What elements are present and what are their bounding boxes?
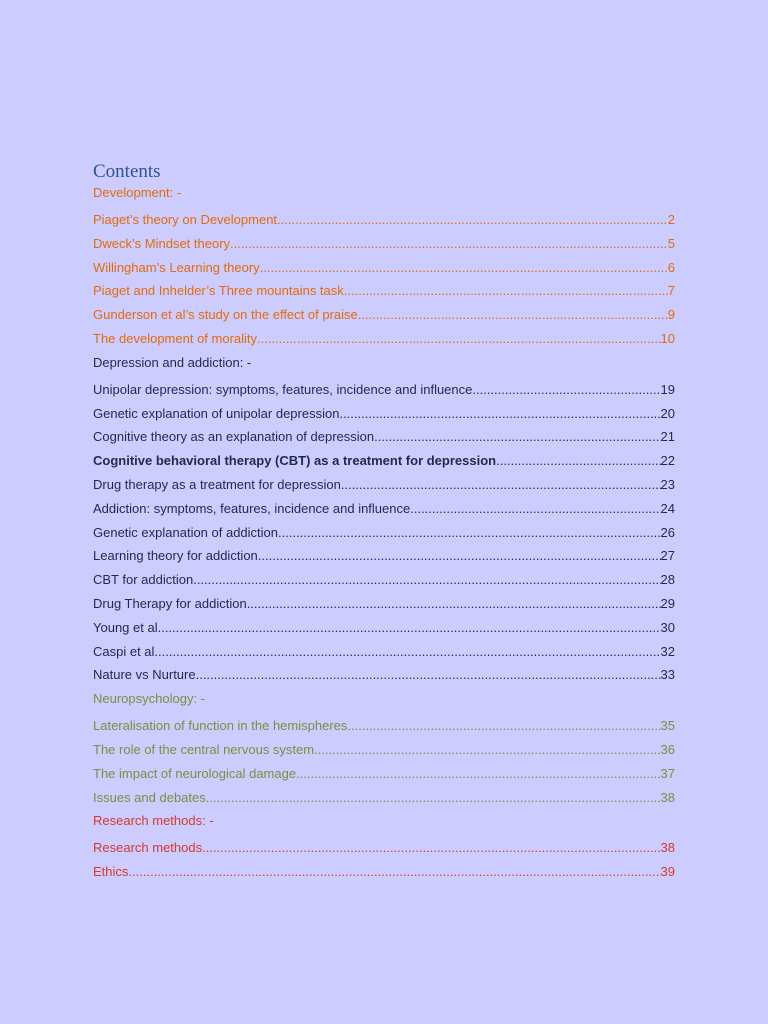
dot-leader — [341, 476, 661, 493]
toc-entry[interactable] — [93, 452, 675, 469]
dot-leader — [257, 330, 661, 347]
toc-entry-label: Genetic explanation of unipolar depression — [93, 405, 340, 421]
toc-entry[interactable] — [93, 666, 675, 683]
toc-entry-label: Lateralisation of function in the hemispheres — [93, 718, 348, 734]
toc-page-number: 9 — [667, 307, 675, 323]
toc-entry-label: The role of the central nervous system — [93, 741, 315, 757]
toc-page-number: 19 — [660, 381, 675, 397]
toc-title: Contents — [93, 161, 161, 182]
dot-leader — [230, 235, 668, 252]
dot-leader — [358, 306, 668, 323]
toc-entry-label: CBT for addiction — [93, 572, 194, 588]
dot-leader — [277, 211, 668, 228]
toc-entry-label: Gunderson et al’s study on the effect of praise — [93, 307, 358, 323]
toc-entry-label: The impact of neurological damage — [93, 765, 297, 781]
dot-leader — [193, 571, 660, 588]
toc-page-number: 38 — [660, 840, 675, 856]
toc-entry[interactable] — [93, 381, 675, 398]
toc-page-number: 28 — [660, 572, 675, 588]
dot-leader — [374, 428, 660, 445]
toc-page-number: 26 — [660, 524, 675, 540]
toc-entry[interactable] — [93, 282, 675, 299]
toc-entry[interactable] — [93, 500, 675, 517]
toc-page-number: 20 — [660, 405, 675, 421]
dot-leader — [472, 381, 660, 398]
toc-entry[interactable] — [93, 547, 675, 564]
toc-page-number: 10 — [660, 330, 675, 346]
toc-entry-label: Nature vs Nurture — [93, 667, 196, 683]
toc-entry-label: Ethics — [93, 864, 129, 880]
dot-leader — [344, 282, 668, 299]
toc-page-number: 23 — [660, 476, 675, 492]
dot-leader — [278, 524, 661, 541]
toc-entry[interactable] — [93, 619, 675, 636]
toc-entry[interactable] — [93, 571, 675, 588]
toc-entry[interactable] — [93, 476, 675, 493]
toc-page-number: 5 — [667, 235, 675, 251]
toc-entry-label: Genetic explanation of addiction — [93, 524, 279, 540]
dot-leader — [154, 643, 660, 660]
toc-entry-label: Willingham’s Learning theory — [93, 259, 260, 275]
dot-leader — [496, 452, 660, 469]
toc-entry[interactable] — [93, 524, 675, 541]
toc-entry[interactable] — [93, 330, 675, 347]
toc-page-number: 29 — [660, 595, 675, 611]
toc-entry-label: The development of morality — [93, 330, 258, 346]
dot-leader — [158, 619, 661, 636]
toc-entry-label: Addiction: symptoms, features, incidence and influence — [93, 500, 411, 516]
toc-entry-label: Drug Therapy for addiction — [93, 595, 247, 611]
toc-page-number: 38 — [660, 789, 675, 805]
toc-page-number: 24 — [660, 500, 675, 516]
toc-entry[interactable] — [93, 259, 675, 276]
toc-entry[interactable] — [93, 741, 675, 758]
toc-entry-label: Dweck’s Mindset theory — [93, 235, 231, 251]
toc-entry-label: Cognitive behavioral therapy (CBT) as a treatment for depression — [93, 453, 497, 469]
toc-page-number: 27 — [660, 548, 675, 564]
toc-entry[interactable] — [93, 643, 675, 660]
toc-entry-label: Cognitive theory as an explanation of depression — [93, 429, 375, 445]
table-of-contents — [93, 160, 675, 887]
toc-page-number: 32 — [660, 643, 675, 659]
toc-page-number: 30 — [660, 619, 675, 635]
toc-entry-label: Piaget and Inhelder’s Three mountains task — [93, 283, 344, 299]
dot-leader — [339, 405, 660, 422]
dot-leader — [196, 666, 661, 683]
dot-leader — [296, 765, 660, 782]
toc-entry[interactable] — [93, 717, 675, 734]
toc-page-number: 35 — [660, 718, 675, 734]
toc-entry[interactable] — [93, 306, 675, 323]
toc-page-number: 22 — [660, 453, 675, 469]
toc-page-number: 6 — [667, 259, 675, 275]
dot-leader — [410, 500, 660, 517]
toc-entry[interactable] — [93, 789, 675, 806]
dot-leader — [314, 741, 660, 758]
toc-entry-label: Young et al — [93, 619, 158, 635]
toc-entry-label: Caspi et al — [93, 643, 155, 659]
section-heading-research-methods: Research methods: - — [93, 813, 214, 829]
toc-page-number: 21 — [660, 429, 675, 445]
toc-page-number: 7 — [667, 283, 675, 299]
toc-entry[interactable] — [93, 765, 675, 782]
dot-leader — [128, 863, 660, 880]
dot-leader — [202, 839, 660, 856]
toc-entry[interactable] — [93, 211, 675, 228]
dot-leader — [258, 547, 661, 564]
toc-page-number: 2 — [667, 212, 675, 227]
dot-leader — [260, 259, 668, 276]
section-heading-neuropsychology: Neuropsychology: - — [93, 691, 205, 707]
toc-entry-label: Unipolar depression: symptoms, features, incidence and influence — [93, 381, 473, 397]
dot-leader — [247, 595, 661, 612]
section-heading-development: Development: - — [93, 185, 182, 200]
toc-entry-label: Research methods — [93, 840, 203, 856]
toc-page-number: 39 — [660, 864, 675, 880]
toc-entry[interactable] — [93, 405, 675, 422]
toc-page-number: 36 — [660, 741, 675, 757]
toc-entry[interactable] — [93, 839, 675, 856]
toc-entry-label: Drug therapy as a treatment for depression — [93, 476, 341, 492]
toc-entry[interactable] — [93, 428, 675, 445]
dot-leader — [347, 717, 660, 734]
toc-entry-label: Piaget’s theory on Development — [93, 212, 278, 227]
toc-page-number: 33 — [660, 667, 675, 683]
toc-page-number: 37 — [660, 765, 675, 781]
section-heading-depression: Depression and addiction: - — [93, 354, 252, 370]
toc-entry[interactable] — [93, 235, 675, 252]
toc-entry-label: Issues and debates — [93, 789, 206, 805]
toc-entry-label: Learning theory for addiction — [93, 548, 258, 564]
toc-entry[interactable] — [93, 595, 675, 612]
toc-entry[interactable] — [93, 863, 675, 880]
dot-leader — [206, 789, 661, 806]
